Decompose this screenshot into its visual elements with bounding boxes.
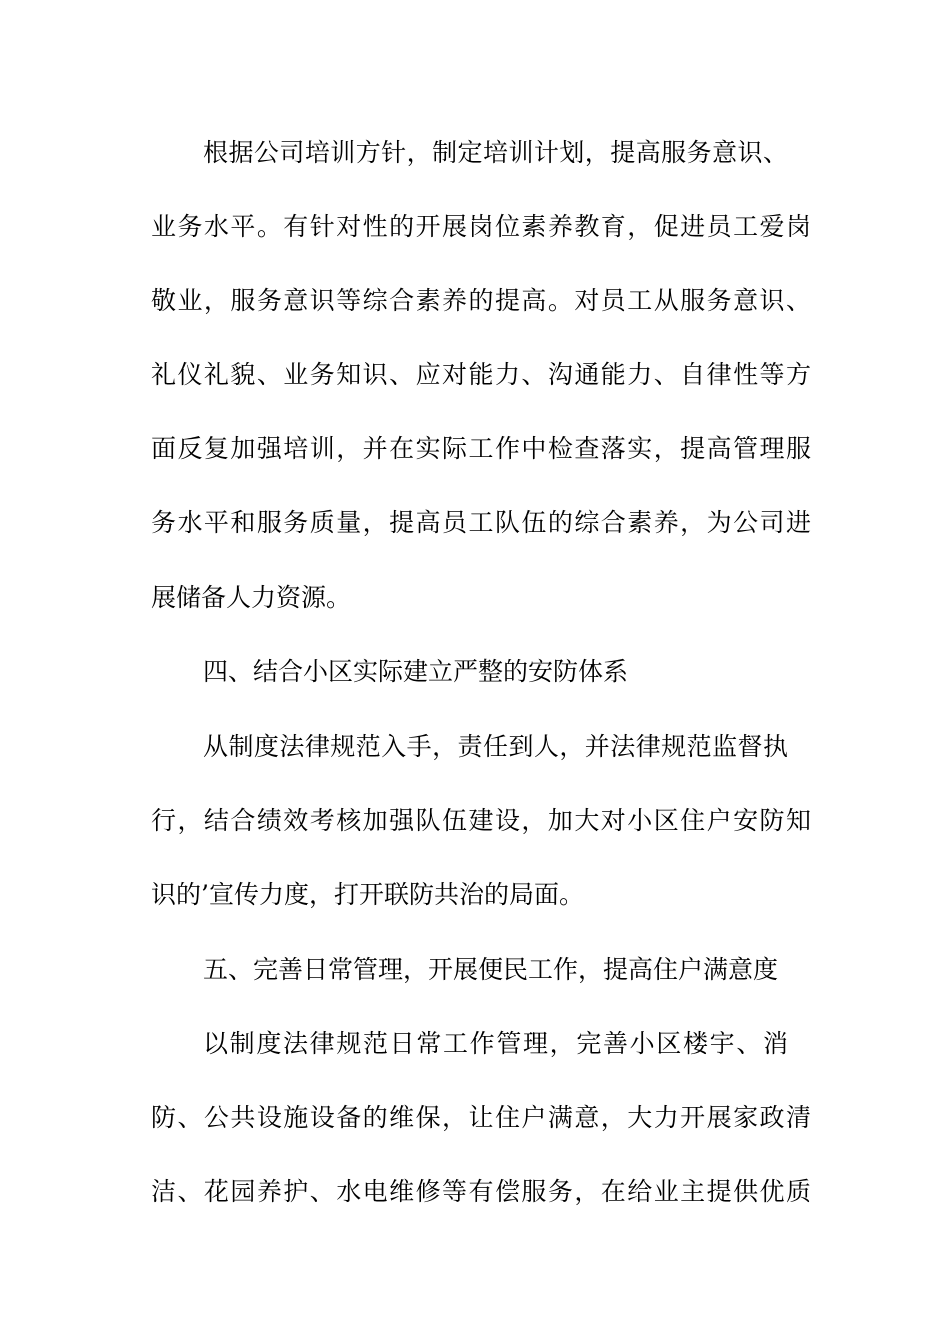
- paragraph-line: 洁、花园养护、水电维修等有偿服务，在给业主提供优质: [151, 1177, 811, 1206]
- paragraph-line: 业务水平。有针对性的开展岗位素养教育，促进员工爱岗: [151, 212, 811, 241]
- paragraph-line: 行，结合绩效考核加强队伍建设，加大对小区住户安防知: [151, 806, 811, 835]
- paragraph-line: 务水平和服务质量，提高员工队伍的综合素养，为公司进: [151, 508, 811, 537]
- paragraph-line: 礼仪礼貌、业务知识、应对能力、沟通能力、自律性等方: [151, 360, 811, 389]
- section-heading: 五、完善日常管理，开展便民工作，提高住户满意度: [203, 955, 779, 984]
- paragraph-line: 展储备人力资源。: [151, 583, 352, 612]
- paragraph-line: 识的’宣传力度，打开联防共治的局面。: [151, 880, 584, 909]
- section-heading: 四、结合小区实际建立严整的安防体系: [203, 657, 629, 686]
- paragraph-line: 面反复加强培训，并在实际工作中检查落实，提高管理服: [151, 434, 811, 463]
- paragraph-line: 根据公司培训方针，制定培训计划，提高服务意识、: [203, 138, 788, 167]
- paragraph-line: 防、公共设施设备的维保，让住户满意，大力开展家政清: [151, 1103, 811, 1132]
- paragraph-line: 以制度法律规范日常工作管理，完善小区楼宇、消: [203, 1029, 788, 1058]
- paragraph-line: 从制度法律规范入手，责任到人，并法律规范监督执: [203, 732, 788, 761]
- paragraph-line: 敬业，服务意识等综合素养的提高。对员工从服务意识、: [151, 286, 811, 315]
